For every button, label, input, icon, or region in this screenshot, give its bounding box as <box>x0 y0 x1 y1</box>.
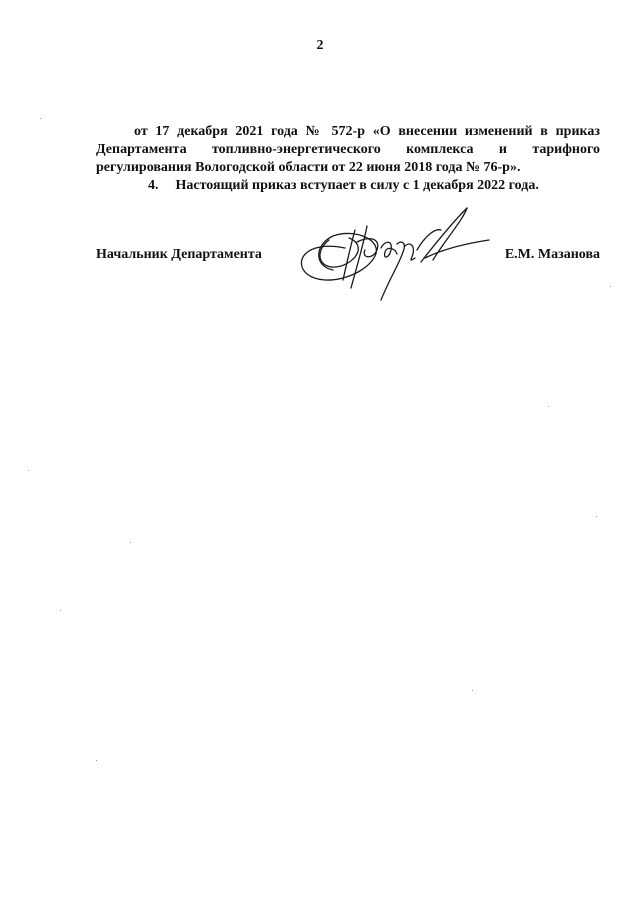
scan-speck <box>596 516 597 517</box>
scan-speck <box>96 760 97 761</box>
signatory-title: Начальник Департамента <box>96 247 262 262</box>
paragraph-item-4 <box>96 177 600 195</box>
page-number: 2 <box>316 38 324 53</box>
signatory-name: Е.М. Мазанова <box>504 247 600 262</box>
scan-speck <box>548 406 549 407</box>
paragraph-line: регулирования Вологодской области от 22 июня 2018 года № 76-р». <box>96 160 521 175</box>
handwritten-signature <box>285 200 495 310</box>
paragraph-number: 4. <box>148 178 159 193</box>
scan-speck <box>60 610 61 611</box>
paragraph-line: Департамента топливно-энергетического комплекса и тарифного <box>96 142 600 157</box>
scan-speck <box>28 470 29 471</box>
scan-speck <box>472 690 473 691</box>
paragraph-text: Настоящий приказ вступает в силу с 1 декабря 2022 года. <box>175 178 539 193</box>
scan-speck <box>610 286 611 287</box>
scan-speck <box>130 542 131 543</box>
paragraph-continuation <box>96 123 600 177</box>
scan-speck <box>40 118 41 119</box>
paragraph-line: от 17 декабря 2021 года № 572-р «О внесении изменений в приказ <box>134 124 600 139</box>
